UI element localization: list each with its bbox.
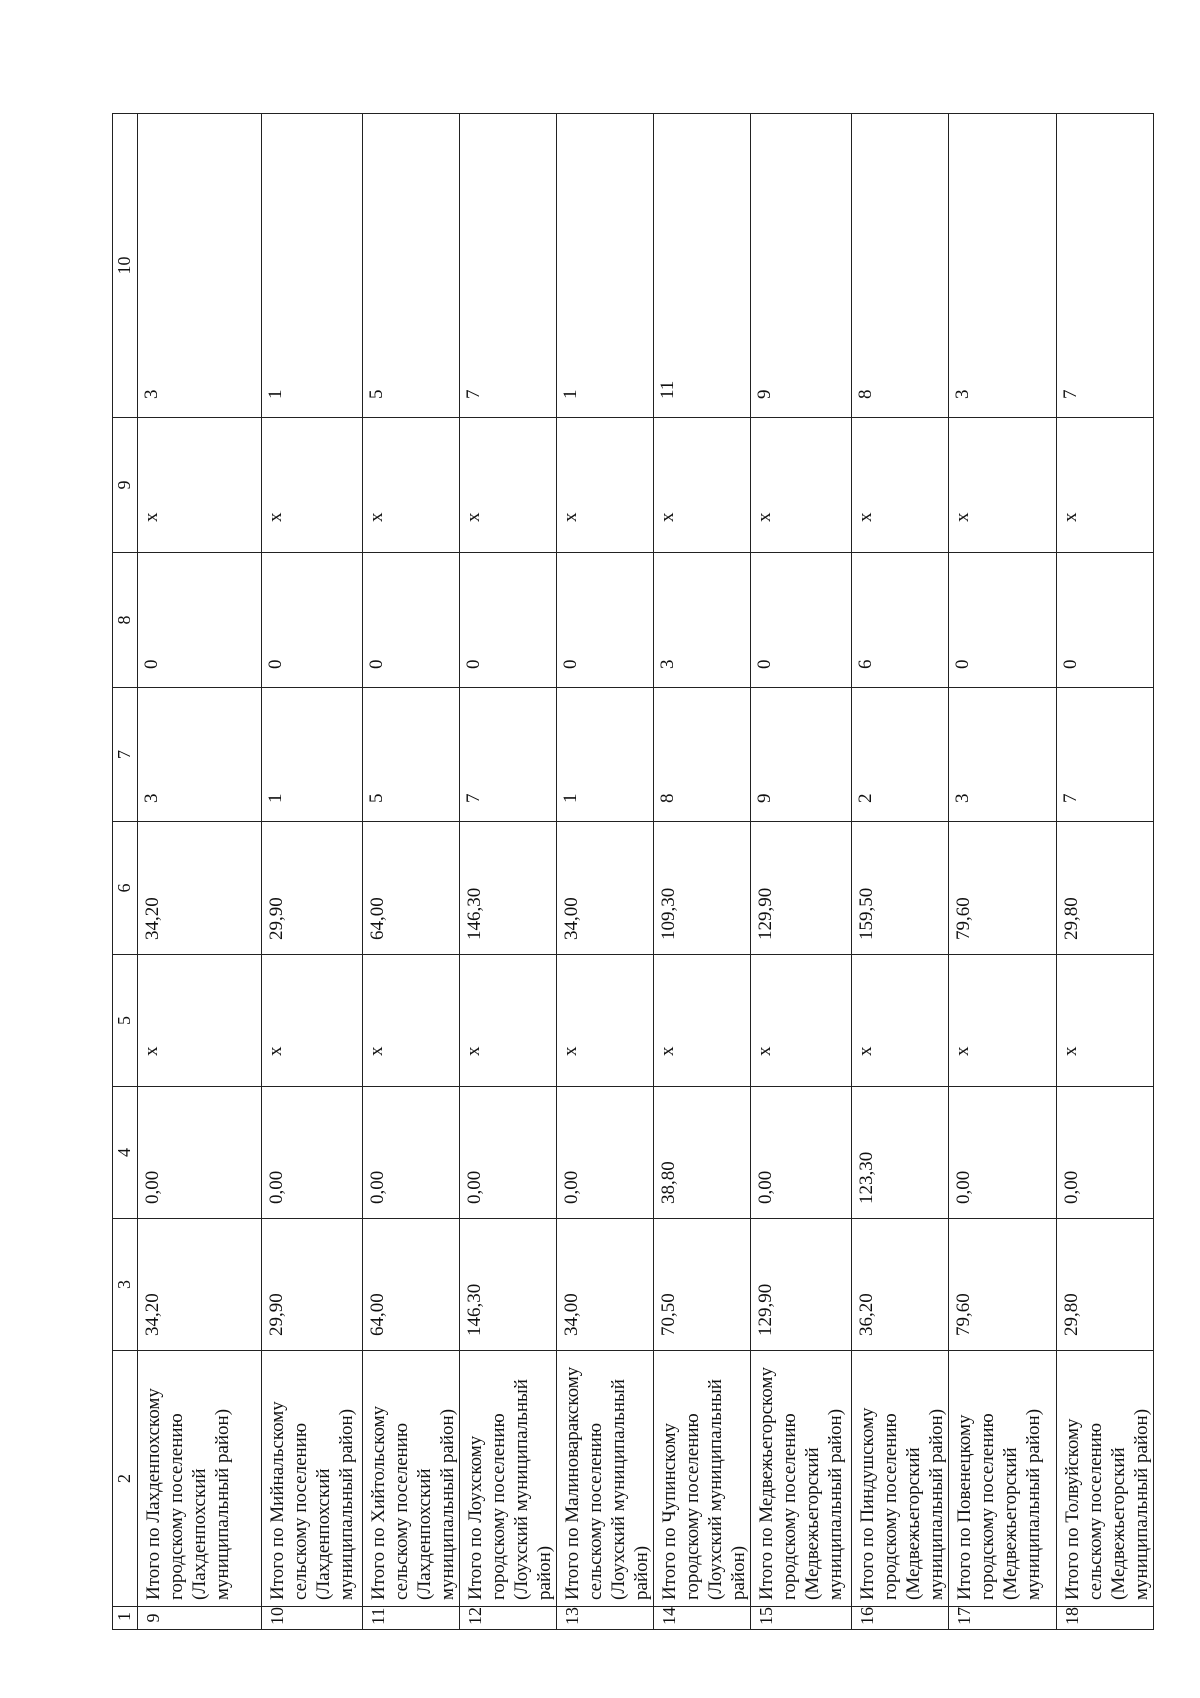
column-header: 6 xyxy=(113,822,138,955)
cell-col10: 7 xyxy=(460,114,557,418)
cell-col10: 11 xyxy=(654,114,751,418)
cell-col8: 3 xyxy=(654,553,751,688)
settlement-name: Итого по Медвежьегорскому городскому поселению (Медвежьегорский муниципальный район) xyxy=(751,1351,852,1607)
cell-col5: x xyxy=(654,955,751,1087)
table-row xyxy=(138,114,262,1630)
cell-col8: 0 xyxy=(1057,553,1154,688)
settlement-name: Итого по Мийнальскому сельскому поселению (Лахденпохский муниципальный район) xyxy=(262,1351,363,1607)
settlement-name: Итого по Повенецкому городскому поселению (Медвежьегорский муниципальный район) xyxy=(949,1351,1057,1607)
cell-col9: x xyxy=(1057,418,1154,553)
cell-col4: 0,00 xyxy=(363,1087,460,1219)
cell-col8: 6 xyxy=(852,553,949,688)
column-header: 8 xyxy=(113,553,138,688)
cell-col9: x xyxy=(852,418,949,553)
cell-col10: 3 xyxy=(949,114,1057,418)
cell-col5: x xyxy=(852,955,949,1087)
settlement-name: Итого по Лахденпохскому городскому поселению (Лахденпохский муниципальный район) xyxy=(138,1351,262,1607)
header-row xyxy=(113,114,138,1630)
cell-col7: 7 xyxy=(460,688,557,822)
cell-col9: x xyxy=(138,418,262,553)
cell-col3: 79,60 xyxy=(949,1219,1057,1351)
cell-col10: 1 xyxy=(557,114,654,418)
cell-col4: 0,00 xyxy=(557,1087,654,1219)
cell-col7: 1 xyxy=(557,688,654,822)
cell-col4: 38,80 xyxy=(654,1087,751,1219)
row-number: 13 xyxy=(557,1607,654,1630)
cell-col10: 5 xyxy=(363,114,460,418)
cell-col3: 29,90 xyxy=(262,1219,363,1351)
cell-col3: 64,00 xyxy=(363,1219,460,1351)
column-header: 2 xyxy=(113,1351,138,1607)
cell-col3: 29,80 xyxy=(1057,1219,1154,1351)
cell-col4: 0,00 xyxy=(751,1087,852,1219)
cell-col9: x xyxy=(262,418,363,553)
table-row xyxy=(557,114,654,1630)
row-number: 10 xyxy=(262,1607,363,1630)
row-number: 18 xyxy=(1057,1607,1154,1630)
cell-col7: 3 xyxy=(138,688,262,822)
column-header: 10 xyxy=(113,114,138,418)
document-page xyxy=(112,114,1152,1630)
cell-col7: 8 xyxy=(654,688,751,822)
cell-col5: x xyxy=(262,955,363,1087)
cell-col9: x xyxy=(460,418,557,553)
cell-col8: 0 xyxy=(363,553,460,688)
cell-col3: 146,30 xyxy=(460,1219,557,1351)
row-number: 11 xyxy=(363,1607,460,1630)
cell-col5: x xyxy=(557,955,654,1087)
cell-col8: 0 xyxy=(949,553,1057,688)
cell-col4: 0,00 xyxy=(1057,1087,1154,1219)
cell-col7: 5 xyxy=(363,688,460,822)
cell-col7: 7 xyxy=(1057,688,1154,822)
cell-col3: 36,20 xyxy=(852,1219,949,1351)
column-header: 4 xyxy=(113,1087,138,1219)
cell-col8: 0 xyxy=(751,553,852,688)
cell-col5: x xyxy=(751,955,852,1087)
cell-col6: 34,00 xyxy=(557,822,654,955)
table-row xyxy=(460,114,557,1630)
table-row xyxy=(363,114,460,1630)
cell-col3: 70,50 xyxy=(654,1219,751,1351)
cell-col7: 2 xyxy=(852,688,949,822)
cell-col7: 9 xyxy=(751,688,852,822)
cell-col8: 0 xyxy=(460,553,557,688)
table-row xyxy=(751,114,852,1630)
cell-col6: 29,90 xyxy=(262,822,363,955)
table-row xyxy=(1057,114,1154,1630)
table-row xyxy=(262,114,363,1630)
row-number: 17 xyxy=(949,1607,1057,1630)
table-row xyxy=(852,114,949,1630)
row-number: 15 xyxy=(751,1607,852,1630)
column-header: 1 xyxy=(113,1607,138,1630)
settlement-name: Итого по Толвуйскому сельскому поселению (Медвежьегорский муниципальный район) xyxy=(1057,1351,1154,1607)
cell-col5: x xyxy=(460,955,557,1087)
cell-col6: 146,30 xyxy=(460,822,557,955)
cell-col4: 0,00 xyxy=(949,1087,1057,1219)
cell-col6: 64,00 xyxy=(363,822,460,955)
settlement-name: Итого по Чупинскому городскому поселению (Лоухский муниципальный район) xyxy=(654,1351,751,1607)
cell-col6: 129,90 xyxy=(751,822,852,955)
column-header: 5 xyxy=(113,955,138,1087)
row-number: 12 xyxy=(460,1607,557,1630)
cell-col10: 8 xyxy=(852,114,949,418)
column-header: 3 xyxy=(113,1219,138,1351)
cell-col6: 79,60 xyxy=(949,822,1057,955)
cell-col4: 0,00 xyxy=(262,1087,363,1219)
cell-col10: 1 xyxy=(262,114,363,418)
cell-col6: 109,30 xyxy=(654,822,751,955)
table-row xyxy=(654,114,751,1630)
cell-col9: x xyxy=(557,418,654,553)
cell-col3: 34,00 xyxy=(557,1219,654,1351)
cell-col4: 0,00 xyxy=(138,1087,262,1219)
cell-col5: x xyxy=(363,955,460,1087)
cell-col9: x xyxy=(949,418,1057,553)
cell-col6: 29,80 xyxy=(1057,822,1154,955)
cell-col3: 129,90 xyxy=(751,1219,852,1351)
cell-col4: 123,30 xyxy=(852,1087,949,1219)
cell-col8: 0 xyxy=(138,553,262,688)
cell-col5: x xyxy=(138,955,262,1087)
cell-col9: x xyxy=(363,418,460,553)
cell-col10: 7 xyxy=(1057,114,1154,418)
column-header: 9 xyxy=(113,418,138,553)
settlement-name: Итого по Малиноваракскому сельскому поселению (Лоухский муниципальный район) xyxy=(557,1351,654,1607)
cell-col10: 9 xyxy=(751,114,852,418)
row-number: 9 xyxy=(138,1607,262,1630)
row-number: 14 xyxy=(654,1607,751,1630)
cell-col5: x xyxy=(949,955,1057,1087)
table-row xyxy=(949,114,1057,1630)
row-number: 16 xyxy=(852,1607,949,1630)
cell-col8: 0 xyxy=(557,553,654,688)
data-table xyxy=(112,113,1154,1630)
cell-col9: x xyxy=(654,418,751,553)
settlement-name: Итого по Хийтольскому сельскому поселению (Лахденпохский муниципальный район) xyxy=(363,1351,460,1607)
cell-col9: x xyxy=(751,418,852,553)
cell-col4: 0,00 xyxy=(460,1087,557,1219)
cell-col7: 1 xyxy=(262,688,363,822)
cell-col7: 3 xyxy=(949,688,1057,822)
cell-col6: 34,20 xyxy=(138,822,262,955)
settlement-name: Итого по Лоухскому городскому поселению (Лоухский муниципальный район) xyxy=(460,1351,557,1607)
cell-col8: 0 xyxy=(262,553,363,688)
column-header: 7 xyxy=(113,688,138,822)
cell-col3: 34,20 xyxy=(138,1219,262,1351)
cell-col10: 3 xyxy=(138,114,262,418)
rotated-table-container xyxy=(112,114,1152,1630)
cell-col6: 159,50 xyxy=(852,822,949,955)
settlement-name: Итого по Пиндушскому городскому поселению (Медвежьегорский муниципальный район) xyxy=(852,1351,949,1607)
cell-col5: x xyxy=(1057,955,1154,1087)
